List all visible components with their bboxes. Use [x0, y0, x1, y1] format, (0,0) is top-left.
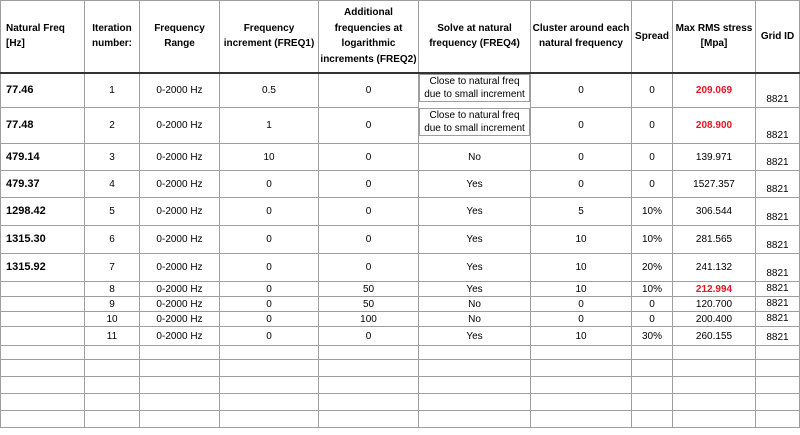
cell-cluster: 10 — [531, 327, 632, 346]
table-row — [1, 297, 800, 312]
cell-cluster: 0 — [531, 171, 632, 198]
empty-cell — [756, 377, 800, 394]
cell-grid-id: 8821 — [756, 73, 800, 108]
cell-iteration: 4 — [85, 171, 140, 198]
empty-cell — [531, 394, 632, 411]
header-natural-freq: Natural Freq [Hz] — [1, 1, 85, 73]
cell-natural-freq — [1, 297, 85, 312]
cell-iteration: 10 — [85, 312, 140, 327]
cell-additional-frequencies: 0 — [319, 144, 419, 171]
empty-cell — [220, 346, 319, 360]
cell-spread: 0 — [632, 108, 673, 144]
header-additional-frequencies: Additional frequencies at logarithmic increments (FREQ2) — [319, 1, 419, 73]
cell-frequency-increment: 10 — [220, 144, 319, 171]
cell-solve-at-natural: No — [419, 144, 531, 171]
cell-spread: 0 — [632, 171, 673, 198]
cell-spread: 10% — [632, 226, 673, 254]
cell-cluster: 0 — [531, 297, 632, 312]
cell-frequency-range: 0-2000 Hz — [140, 226, 220, 254]
table-row — [1, 108, 800, 144]
cell-cluster: 0 — [531, 312, 632, 327]
cell-cluster: 0 — [531, 108, 632, 144]
empty-cell — [531, 360, 632, 377]
cell-natural-freq — [1, 327, 85, 346]
cell-frequency-increment: 0 — [220, 297, 319, 312]
empty-cell — [531, 377, 632, 394]
table-row — [1, 226, 800, 254]
empty-cell — [220, 411, 319, 428]
cell-iteration: 1 — [85, 73, 140, 108]
empty-cell — [85, 394, 140, 411]
header-frequency-range: Frequency Range — [140, 1, 220, 73]
cell-spread: 0 — [632, 297, 673, 312]
cell-solve-at-natural: No — [419, 297, 531, 312]
cell-spread: 0 — [632, 144, 673, 171]
empty-cell — [419, 411, 531, 428]
cell-frequency-increment: 0.5 — [220, 73, 319, 108]
empty-cell — [632, 346, 673, 360]
cell-natural-freq — [1, 312, 85, 327]
cell-frequency-range: 0-2000 Hz — [140, 297, 220, 312]
header-frequency-increment: Frequency increment (FREQ1) — [220, 1, 319, 73]
cell-iteration: 6 — [85, 226, 140, 254]
empty-cell — [140, 360, 220, 377]
cell-max-rms-stress: 281.565 — [673, 226, 756, 254]
empty-cell — [756, 360, 800, 377]
cell-iteration: 7 — [85, 254, 140, 282]
cell-spread: 30% — [632, 327, 673, 346]
empty-cell — [673, 411, 756, 428]
cell-max-rms-stress: 1527.357 — [673, 171, 756, 198]
cell-cluster: 0 — [531, 144, 632, 171]
empty-cell — [632, 411, 673, 428]
cell-max-rms-stress: 120.700 — [673, 297, 756, 312]
cell-solve-at-natural: Yes — [419, 198, 531, 226]
empty-cell — [531, 411, 632, 428]
cell-grid-id: 8821 — [756, 144, 800, 171]
empty-row — [1, 346, 800, 360]
empty-cell — [531, 346, 632, 360]
cell-frequency-range: 0-2000 Hz — [140, 171, 220, 198]
cell-solve-at-natural: Close to natural freq due to small increment — [419, 108, 530, 136]
cell-additional-frequencies: 0 — [319, 171, 419, 198]
empty-cell — [85, 411, 140, 428]
cell-cluster: 10 — [531, 226, 632, 254]
cell-frequency-range: 0-2000 Hz — [140, 282, 220, 297]
empty-cell — [756, 411, 800, 428]
cell-frequency-range: 0-2000 Hz — [140, 312, 220, 327]
empty-cell — [756, 346, 800, 360]
cell-cluster: 0 — [531, 73, 632, 108]
cell-additional-frequencies: 0 — [319, 73, 419, 108]
cell-max-rms-stress: 139.971 — [673, 144, 756, 171]
cell-cluster: 10 — [531, 254, 632, 282]
empty-row — [1, 377, 800, 394]
cell-max-rms-stress: 306.544 — [673, 198, 756, 226]
cell-grid-id: 8821 — [756, 226, 800, 254]
empty-cell — [85, 346, 140, 360]
header-cluster: Cluster around each natural frequency — [531, 1, 632, 73]
cell-additional-frequencies: 50 — [319, 297, 419, 312]
header-row — [1, 1, 800, 73]
empty-cell — [419, 346, 531, 360]
cell-natural-freq: 1298.42 — [1, 198, 85, 226]
table-row — [1, 73, 800, 108]
empty-cell — [632, 394, 673, 411]
empty-cell — [419, 394, 531, 411]
empty-cell — [319, 411, 419, 428]
empty-cell — [220, 394, 319, 411]
cell-solve-at-natural: Yes — [419, 226, 531, 254]
cell-solve-at-natural: Close to natural freq due to small increment — [419, 74, 530, 102]
empty-row — [1, 411, 800, 428]
cell-grid-id: 8821 — [756, 312, 800, 327]
table-row — [1, 254, 800, 282]
cell-natural-freq: 1315.92 — [1, 254, 85, 282]
cell-frequency-increment: 0 — [220, 254, 319, 282]
cell-additional-frequencies: 100 — [319, 312, 419, 327]
empty-cell — [140, 377, 220, 394]
empty-cell — [673, 394, 756, 411]
table-row — [1, 144, 800, 171]
cell-additional-frequencies: 0 — [319, 108, 419, 144]
cell-frequency-range: 0-2000 Hz — [140, 254, 220, 282]
empty-cell — [673, 360, 756, 377]
cell-additional-frequencies: 0 — [319, 254, 419, 282]
cell-solve-at-natural: Yes — [419, 327, 531, 346]
cell-spread: 20% — [632, 254, 673, 282]
cell-grid-id: 8821 — [756, 297, 800, 312]
empty-row — [1, 360, 800, 377]
cell-cluster: 10 — [531, 282, 632, 297]
cell-natural-freq: 1315.30 — [1, 226, 85, 254]
cell-spread: 10% — [632, 198, 673, 226]
cell-frequency-range: 0-2000 Hz — [140, 73, 220, 108]
cell-cluster: 5 — [531, 198, 632, 226]
cell-frequency-range: 0-2000 Hz — [140, 144, 220, 171]
cell-grid-id: 8821 — [756, 198, 800, 226]
empty-cell — [673, 346, 756, 360]
cell-solve-at-natural: Yes — [419, 171, 531, 198]
cell-frequency-increment: 0 — [220, 327, 319, 346]
cell-frequency-increment: 0 — [220, 312, 319, 327]
empty-cell — [85, 360, 140, 377]
empty-cell — [756, 394, 800, 411]
empty-cell — [140, 346, 220, 360]
cell-max-rms-stress: 260.155 — [673, 327, 756, 346]
empty-cell — [140, 411, 220, 428]
table-row — [1, 171, 800, 198]
table-row — [1, 282, 800, 297]
table-row — [1, 327, 800, 346]
cell-additional-frequencies: 50 — [319, 282, 419, 297]
empty-cell — [319, 394, 419, 411]
cell-natural-freq: 479.37 — [1, 171, 85, 198]
cell-natural-freq — [1, 282, 85, 297]
cell-natural-freq: 77.46 — [1, 73, 85, 108]
cell-natural-freq: 479.14 — [1, 144, 85, 171]
empty-cell — [1, 377, 85, 394]
cell-max-rms-stress: 209.069 — [673, 73, 756, 108]
cell-max-rms-stress: 212.994 — [673, 282, 756, 297]
cell-frequency-range: 0-2000 Hz — [140, 327, 220, 346]
header-solve-at-natural: Solve at natural frequency (FREQ4) — [419, 1, 531, 73]
cell-spread: 0 — [632, 312, 673, 327]
empty-cell — [319, 346, 419, 360]
cell-frequency-range: 0-2000 Hz — [140, 108, 220, 144]
cell-grid-id: 8821 — [756, 254, 800, 282]
cell-frequency-increment: 1 — [220, 108, 319, 144]
empty-cell — [220, 377, 319, 394]
empty-cell — [1, 360, 85, 377]
cell-grid-id: 8821 — [756, 108, 800, 144]
cell-iteration: 9 — [85, 297, 140, 312]
empty-row — [1, 394, 800, 411]
empty-cell — [1, 411, 85, 428]
cell-iteration: 8 — [85, 282, 140, 297]
cell-solve-at-natural: Yes — [419, 282, 531, 297]
cell-solve-at-natural: No — [419, 312, 531, 327]
cell-natural-freq: 77.48 — [1, 108, 85, 144]
cell-frequency-increment: 0 — [220, 171, 319, 198]
cell-grid-id: 8821 — [756, 282, 800, 297]
cell-iteration: 3 — [85, 144, 140, 171]
cell-max-rms-stress: 200.400 — [673, 312, 756, 327]
cell-additional-frequencies: 0 — [319, 226, 419, 254]
empty-cell — [85, 377, 140, 394]
empty-cell — [632, 360, 673, 377]
header-grid-id: Grid ID — [756, 1, 800, 73]
cell-spread: 10% — [632, 282, 673, 297]
empty-cell — [319, 377, 419, 394]
cell-grid-id: 8821 — [756, 171, 800, 198]
empty-cell — [220, 360, 319, 377]
empty-cell — [419, 360, 531, 377]
header-spread: Spread — [632, 1, 673, 73]
cell-frequency-increment: 0 — [220, 226, 319, 254]
header-iteration: Iteration number: — [85, 1, 140, 73]
header-max-rms-stress: Max RMS stress [Mpa] — [673, 1, 756, 73]
cell-additional-frequencies: 0 — [319, 198, 419, 226]
cell-grid-id: 8821 — [756, 327, 800, 346]
cell-frequency-increment: 0 — [220, 282, 319, 297]
table-row — [1, 312, 800, 327]
cell-iteration: 5 — [85, 198, 140, 226]
cell-max-rms-stress: 241.132 — [673, 254, 756, 282]
cell-iteration: 2 — [85, 108, 140, 144]
cell-additional-frequencies: 0 — [319, 327, 419, 346]
cell-frequency-increment: 0 — [220, 198, 319, 226]
empty-cell — [1, 346, 85, 360]
cell-iteration: 11 — [85, 327, 140, 346]
cell-max-rms-stress: 208.900 — [673, 108, 756, 144]
empty-cell — [632, 377, 673, 394]
empty-cell — [419, 377, 531, 394]
cell-spread: 0 — [632, 73, 673, 108]
empty-cell — [1, 394, 85, 411]
table-row — [1, 198, 800, 226]
empty-cell — [140, 394, 220, 411]
empty-cell — [319, 360, 419, 377]
empty-cell — [673, 377, 756, 394]
cell-frequency-range: 0-2000 Hz — [140, 198, 220, 226]
cell-solve-at-natural: Yes — [419, 254, 531, 282]
